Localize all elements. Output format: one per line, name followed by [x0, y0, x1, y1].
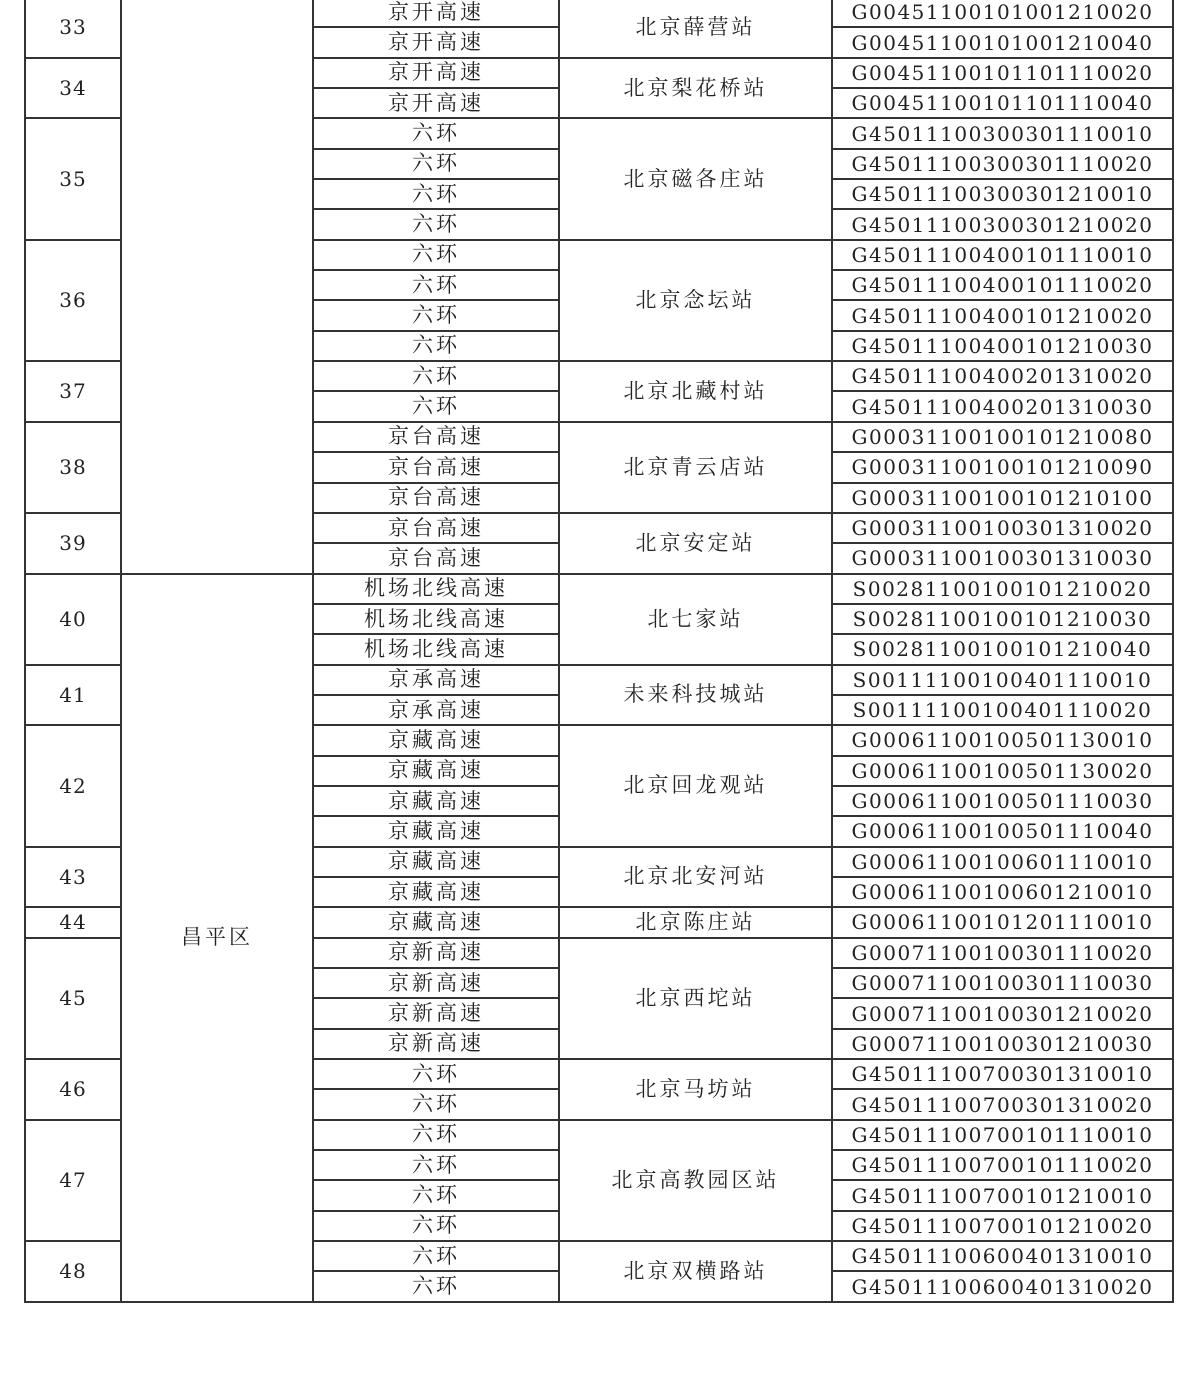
station-name: 北京陈庄站 — [559, 907, 832, 937]
station-name: 北京西坨站 — [559, 938, 832, 1059]
road-name: 京新高速 — [313, 998, 559, 1028]
lane-code: G45011100400101210030 — [832, 331, 1173, 361]
lane-code: G45011100400101110020 — [832, 270, 1173, 300]
road-name: 京承高速 — [313, 695, 559, 725]
toll-station-table-wrap — [24, 0, 1174, 1303]
station-name: 北京回龙观站 — [559, 725, 832, 846]
road-name: 京新高速 — [313, 938, 559, 968]
road-name: 京台高速 — [313, 452, 559, 482]
row-number: 44 — [25, 907, 121, 937]
road-name: 六环 — [313, 1211, 559, 1241]
station-name: 北京高教园区站 — [559, 1120, 832, 1241]
lane-code: G45011100700101110020 — [832, 1150, 1173, 1180]
district-cell-empty — [121, 0, 313, 574]
road-name: 京藏高速 — [313, 907, 559, 937]
lane-code: G00451100101001210020 — [832, 0, 1173, 27]
lane-code: G00031100100101210080 — [832, 422, 1173, 452]
row-number: 46 — [25, 1059, 121, 1120]
row-number: 36 — [25, 240, 121, 361]
lane-code: S00111100100401110020 — [832, 695, 1173, 725]
lane-code: G45011100400201310020 — [832, 361, 1173, 391]
lane-code: G45011100700101210020 — [832, 1211, 1173, 1241]
station-name: 北京薛营站 — [559, 0, 832, 58]
road-name: 机场北线高速 — [313, 574, 559, 604]
road-name: 京开高速 — [313, 27, 559, 57]
road-name: 六环 — [313, 1120, 559, 1150]
lane-code: G00061100100501130010 — [832, 725, 1173, 755]
station-name: 北京北藏村站 — [559, 361, 832, 422]
lane-code: G00061100100601110010 — [832, 847, 1173, 877]
row-number: 39 — [25, 513, 121, 574]
row-number: 48 — [25, 1241, 121, 1302]
lane-code: G00031100100301310030 — [832, 543, 1173, 573]
road-name: 京新高速 — [313, 1029, 559, 1059]
road-name: 六环 — [313, 331, 559, 361]
road-name: 京藏高速 — [313, 877, 559, 907]
road-name: 京台高速 — [313, 513, 559, 543]
road-name: 京藏高速 — [313, 756, 559, 786]
lane-code: G45011100400101110010 — [832, 240, 1173, 270]
lane-code: S00281100100101210030 — [832, 604, 1173, 634]
lane-code: G00071100100301110030 — [832, 968, 1173, 998]
row-number: 34 — [25, 58, 121, 119]
station-name: 北京梨花桥站 — [559, 58, 832, 119]
lane-code: G00031100100301310020 — [832, 513, 1173, 543]
lane-code: G00451100101001210040 — [832, 27, 1173, 57]
station-name: 北京北安河站 — [559, 847, 832, 908]
road-name: 六环 — [313, 1180, 559, 1210]
lane-code: G45011100700301310010 — [832, 1059, 1173, 1089]
road-name: 京开高速 — [313, 0, 559, 27]
lane-code: S00281100100101210020 — [832, 574, 1173, 604]
road-name: 京藏高速 — [313, 847, 559, 877]
row-number: 43 — [25, 847, 121, 908]
row-number: 37 — [25, 361, 121, 422]
lane-code: G45011100700301310020 — [832, 1089, 1173, 1119]
table-row — [25, 574, 1173, 604]
station-name: 北京马坊站 — [559, 1059, 832, 1120]
lane-code: G00061100101201110010 — [832, 907, 1173, 937]
row-number: 47 — [25, 1120, 121, 1241]
row-number: 45 — [25, 938, 121, 1059]
station-name: 北京磁各庄站 — [559, 118, 832, 239]
road-name: 京新高速 — [313, 968, 559, 998]
road-name: 六环 — [313, 300, 559, 330]
lane-code: G45011100700101110010 — [832, 1120, 1173, 1150]
road-name: 六环 — [313, 1271, 559, 1301]
station-name: 北京双横路站 — [559, 1241, 832, 1302]
road-name: 京台高速 — [313, 422, 559, 452]
station-name: 北京青云店站 — [559, 422, 832, 513]
road-name: 六环 — [313, 1241, 559, 1271]
road-name: 六环 — [313, 270, 559, 300]
lane-code: G00061100100601210010 — [832, 877, 1173, 907]
road-name: 六环 — [313, 1089, 559, 1119]
lane-code: G00031100100101210100 — [832, 483, 1173, 513]
road-name: 京台高速 — [313, 483, 559, 513]
row-number: 38 — [25, 422, 121, 513]
row-number: 35 — [25, 118, 121, 239]
toll-station-table-body — [25, 0, 1173, 1302]
lane-code: G00071100100301210020 — [832, 998, 1173, 1028]
row-number: 40 — [25, 574, 121, 665]
road-name: 六环 — [313, 179, 559, 209]
road-name: 机场北线高速 — [313, 604, 559, 634]
lane-code: G45011100400201310030 — [832, 391, 1173, 421]
road-name: 六环 — [313, 391, 559, 421]
lane-code: G00071100100301210030 — [832, 1029, 1173, 1059]
lane-code: G00071100100301110020 — [832, 938, 1173, 968]
road-name: 京台高速 — [313, 543, 559, 573]
lane-code: G45011100300301210020 — [832, 209, 1173, 239]
road-name: 六环 — [313, 361, 559, 391]
row-number: 41 — [25, 665, 121, 726]
station-name: 北京念坛站 — [559, 240, 832, 361]
lane-code: G00031100100101210090 — [832, 452, 1173, 482]
table-row — [25, 0, 1173, 27]
lane-code: G45011100600401310020 — [832, 1271, 1173, 1301]
lane-code: S00281100100101210040 — [832, 634, 1173, 664]
road-name: 六环 — [313, 118, 559, 148]
lane-code: G45011100600401310010 — [832, 1241, 1173, 1271]
road-name: 机场北线高速 — [313, 634, 559, 664]
lane-code: S00111100100401110010 — [832, 665, 1173, 695]
station-name: 未来科技城站 — [559, 665, 832, 726]
toll-station-table — [24, 0, 1174, 1303]
lane-code: G00451100101101110040 — [832, 88, 1173, 118]
lane-code: G00061100100501110030 — [832, 786, 1173, 816]
row-number: 33 — [25, 0, 121, 58]
station-name: 北七家站 — [559, 574, 832, 665]
lane-code: G45011100300301210010 — [832, 179, 1173, 209]
lane-code: G45011100300301110020 — [832, 149, 1173, 179]
road-name: 六环 — [313, 1150, 559, 1180]
road-name: 京开高速 — [313, 88, 559, 118]
lane-code: G00061100100501130020 — [832, 756, 1173, 786]
road-name: 京藏高速 — [313, 816, 559, 846]
road-name: 六环 — [313, 240, 559, 270]
road-name: 六环 — [313, 1059, 559, 1089]
station-name: 北京安定站 — [559, 513, 832, 574]
road-name: 京承高速 — [313, 665, 559, 695]
lane-code: G45011100700101210010 — [832, 1180, 1173, 1210]
road-name: 六环 — [313, 209, 559, 239]
road-name: 京开高速 — [313, 58, 559, 88]
road-name: 京藏高速 — [313, 786, 559, 816]
road-name: 京藏高速 — [313, 725, 559, 755]
lane-code: G00061100100501110040 — [832, 816, 1173, 846]
road-name: 六环 — [313, 149, 559, 179]
row-number: 42 — [25, 725, 121, 846]
lane-code: G00451100101101110020 — [832, 58, 1173, 88]
lane-code: G45011100400101210020 — [832, 300, 1173, 330]
district-cell: 昌平区 — [121, 574, 313, 1302]
lane-code: G45011100300301110010 — [832, 118, 1173, 148]
